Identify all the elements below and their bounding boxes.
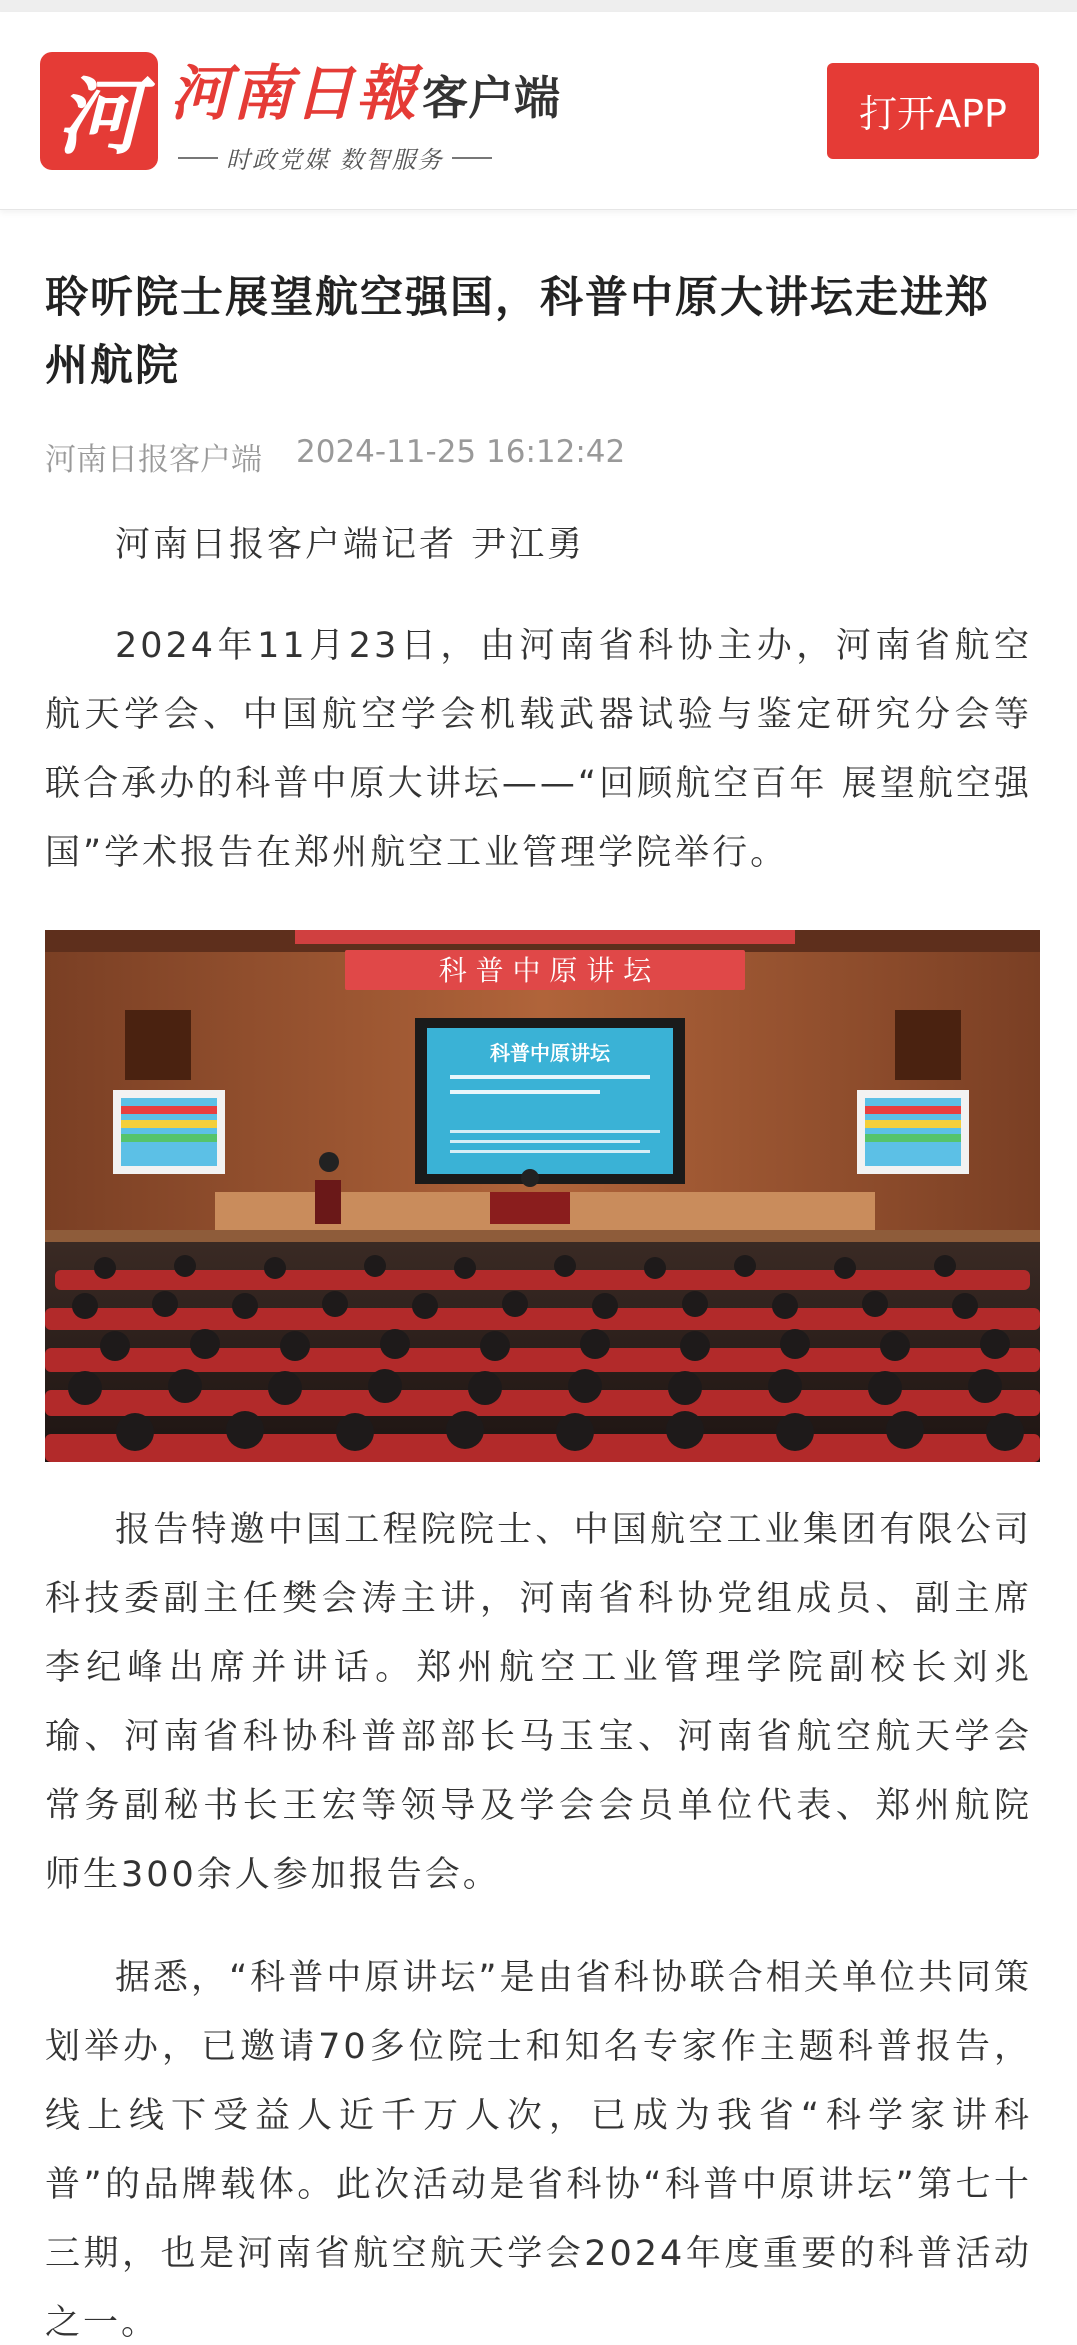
logo-mark: 河 [40, 52, 158, 170]
slogan-text: 时政党媒 数智服务 [226, 146, 444, 174]
status-strip [0, 0, 1077, 12]
brand-name-row [170, 46, 560, 132]
article-paragraph: 报告特邀中国工程院院士、中国航空工业集团有限公司科技委副主任樊会涛主讲，河南省科协党组成员、副主席李纪峰出席并讲话。郑州航空工业管理学院副校长刘兆瑜、河南省科协科普部部长马玉宝、河南省航空航天学会常务副秘书长王宏等领导及学会会员单位代表、郑州航院师生300余人参加报告会。 [45, 1510, 1032, 1895]
slogan-divider-right [452, 157, 492, 159]
brand-name: 河南日報 [170, 59, 418, 129]
app-header [0, 12, 1077, 210]
brand-slogan [170, 140, 560, 175]
article-photo[interactable] [45, 930, 1040, 1462]
slogan-divider-left [178, 157, 218, 159]
article-paragraph: 2024年11月23日，由河南省科协主办，河南省航空航天学会、中国航空学会机载武器试验与鉴定研究分会等联合承办的科普中原大讲坛——“回顾航空百年 展望航空强国”学术报告在郑州航空工业管理学院举行。 [45, 626, 1032, 873]
article-meta [45, 434, 1032, 479]
article-paragraph: 据悉，“科普中原讲坛”是由省科协联合相关单位共同策划举办，已邀请70多位院士和知名专家作主题科普报告，线上线下受益人近千万人次，已成为我省“科学家讲科普”的品牌载体。此次活动是省科协“科普中原讲坛”第七十三期，也是河南省航空航天学会2024年度重要的科普活动之一。 [45, 1958, 1032, 2343]
brand-text [170, 46, 560, 175]
open-app-button[interactable]: 打开APP [827, 63, 1039, 159]
article-datetime: 2024-11-25 16:12:42 [296, 434, 626, 470]
article-byline: 河南日报客户端记者 尹江勇 [115, 525, 586, 565]
banner-text: 科 普 中 原 讲 坛 [438, 954, 652, 987]
screen-title: 科普中原讲坛 [490, 1041, 610, 1065]
lecture-hall-photo [45, 930, 1040, 1462]
article [0, 210, 1077, 2345]
brand-logo[interactable] [40, 46, 560, 175]
brand-suffix: 客户端 [422, 71, 560, 125]
article-source[interactable]: 河南日报客户端 [45, 442, 262, 478]
article-title: 聆听院士展望航空强国，科普中原大讲坛走进郑州航院 [45, 273, 990, 391]
